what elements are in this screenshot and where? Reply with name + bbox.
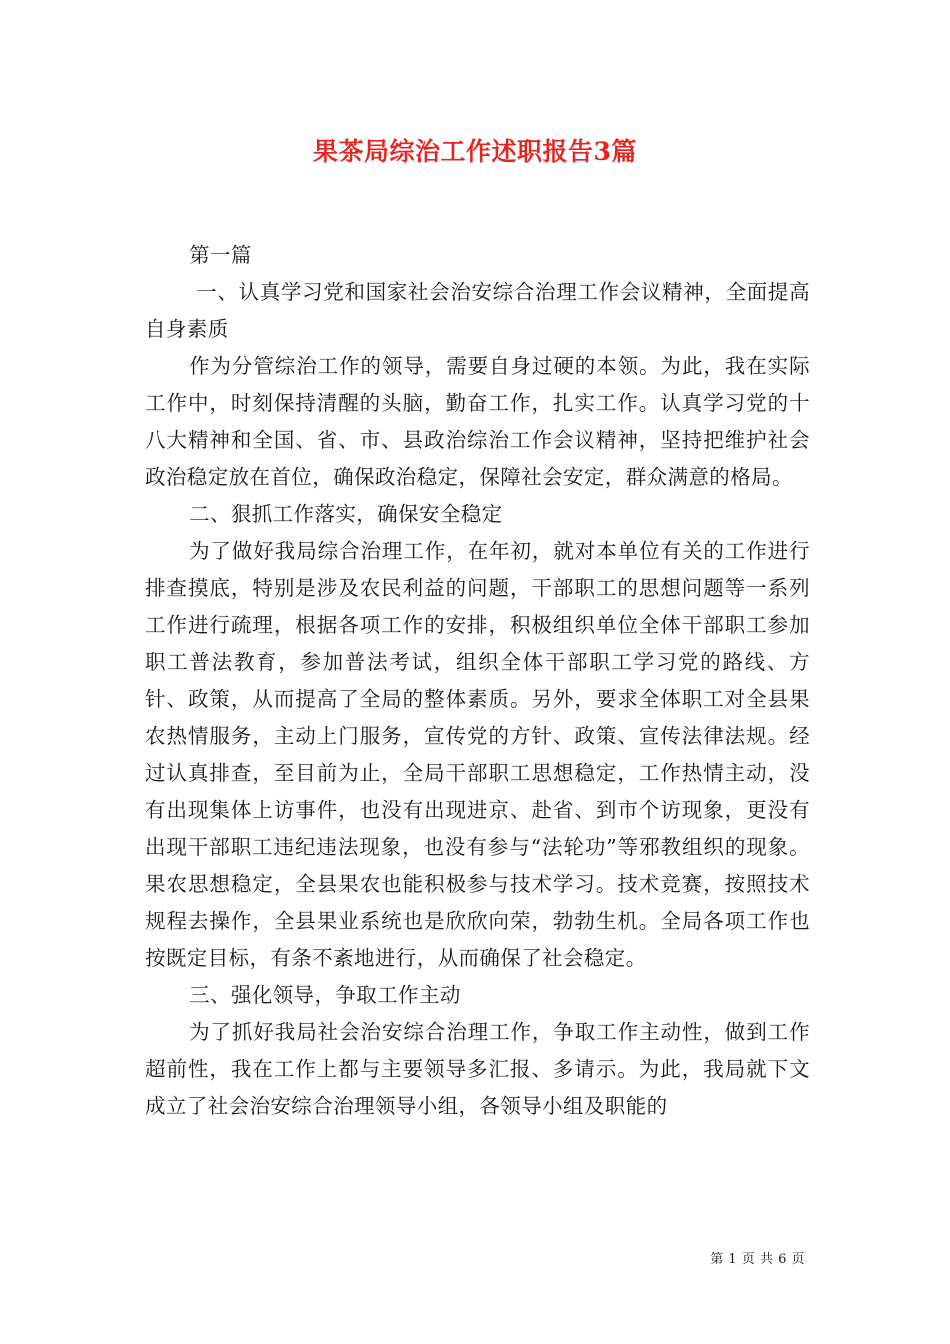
page-number: 第 1 页 共 6 页: [710, 1252, 805, 1267]
paragraph: 作为分管综治工作的领导，需要自身过硬的本领。为此，我在实际工作中，时刻保持清醒的头脑，勤奋工作，扎实工作。认真学习党的十八大精神和全国、省、市、县政治综治工作会议精神，坚持把维护社会政治稳定放在首位，确保政治稳定，保障社会安定，群众满意的格局。: [145, 354, 810, 489]
section-heading: 一、认真学习党和国家社会治安综合治理工作会议精神，全面提高自身素质: [145, 280, 810, 341]
document-title: 果茶局综治工作述职报告3篇: [313, 137, 637, 166]
document-body: [145, 237, 810, 1125]
paragraph: 第一篇: [189, 243, 252, 267]
section-heading: 二、狠抓工作落实，确保安全稳定: [189, 502, 503, 526]
section-heading: 三、强化领导，争取工作主动: [189, 983, 461, 1007]
paragraph: 为了做好我局综合治理工作，在年初，就对本单位有关的工作进行排查摸底，特别是涉及农民利益的问题，干部职工的思想问题等一系列工作进行疏理，根据各项工作的安排，积极组织单位全体干部职工参加职工普法教育，参加普法考试，组织全体干部职工学习党的路线、方针、政策，从而提高了全局的整体素质。另外，要求全体职工对全县果农热情服务，主动上门服务，宣传党的方针、政策、宣传法律法规。经过认真排查，至目前为止，全局干部职工思想稳定，工作热情主动，没有出现集体上访事件，也没有出现进京、赴省、到市个访现象，更没有出现干部职工违纪违法现象，也没有参与“法轮功”等邪教组织的现象。果农思想稳定，全县果农也能积极参与技术学习。技术竞赛，按照技术规程去操作，全县果业系统也是欣欣向荣，勃勃生机。全局各项工作也按既定目标，有条不紊地进行，从而确保了社会稳定。: [145, 539, 810, 970]
paragraph: 为了抓好我局社会治安综合治理工作，争取工作主动性，做到工作超前性，我在工作上都与主要领导多汇报、多请示。为此，我局就下文成立了社会治安综合治理领导小组，各领导小组及职能的: [145, 1020, 810, 1118]
